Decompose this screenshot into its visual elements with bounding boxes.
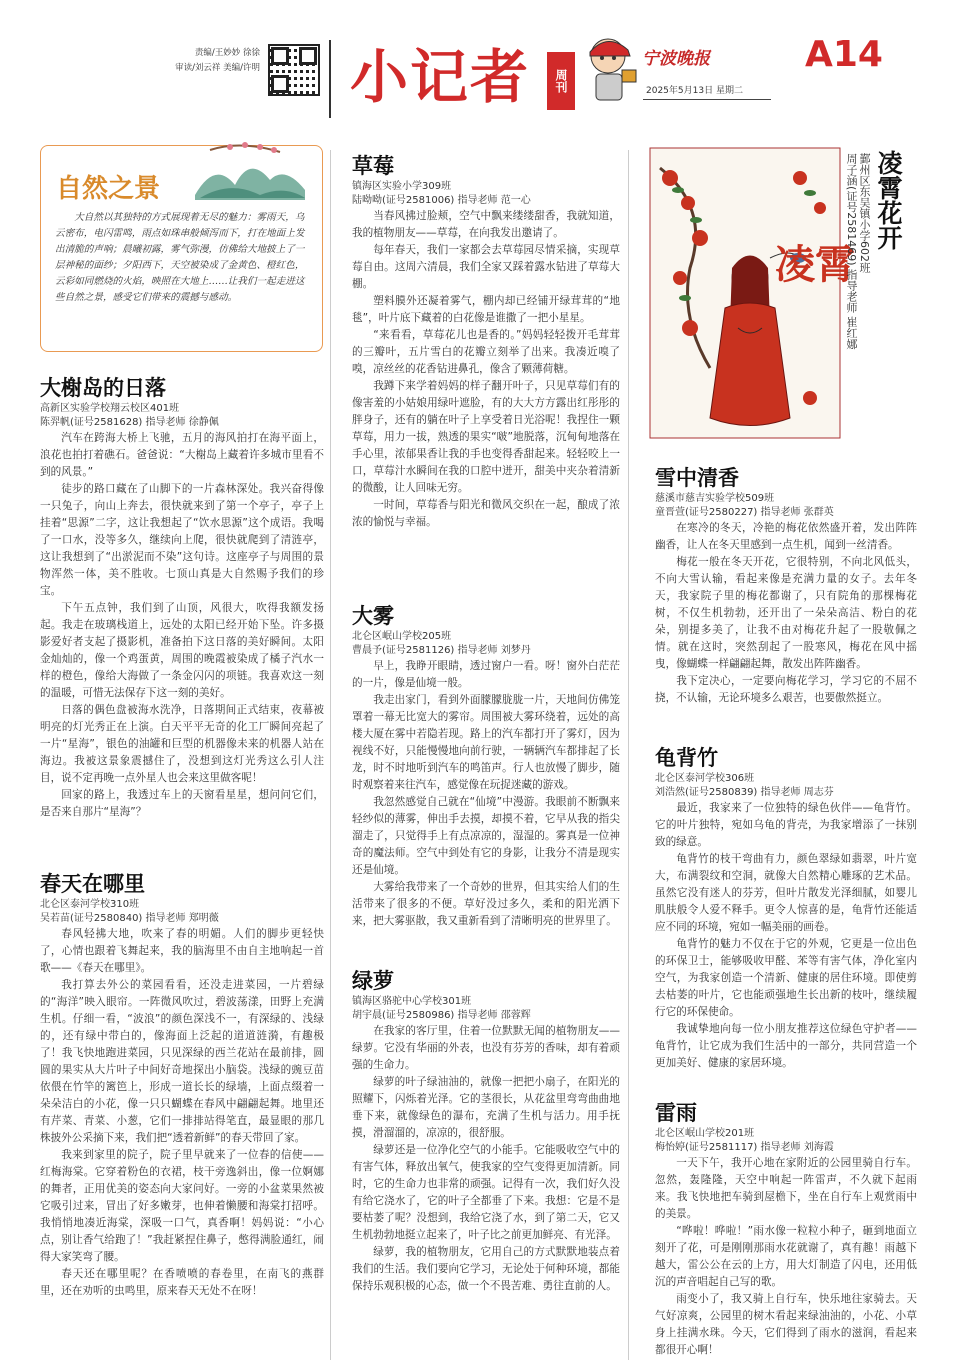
article-author: 童晋萱(证号2580227) 指导老师 张群英 [655,507,834,518]
paragraph: 我下定决心，一定要向梅花学习，学习它的不屈不挠，不认输，无论环境多么艰苦，也要傲然挺立。 [655,675,917,704]
paragraph: 我蹲下来学着妈妈的样子翻开叶子，只见草莓们有的像害羞的小姑娘用绿叶遮脸，有的大大方方露出红彤彤的胖身子，还有的躺在叶子上享受着日光浴呢！我捏住一颗草莓，用力一拔，熟透的果实“啵”地脱落，沉甸甸地落在手心里，浓郁果香让我的手也变得香甜起来。轻轻咬上一口，草莓汁水瞬间在我的口腔中迸开，甜美中夹杂着清新的微酸，让人回味无穷。 [352,380,620,494]
paragraph: 在寒冷的冬天，冷艳的梅花依然盛开着，发出阵阵幽香，让人在冬天里感到一点生机，闻到一丝清香。 [655,522,917,551]
article-title: 大榭岛的日落 [40,375,166,400]
article-a5 [352,965,620,1295]
paragraph: 我来到家里的院子，院子里早就来了一位春的信使——红梅海棠。它穿着粉色的衣裙，枝干旁逸斜出，像一位婀娜的舞者，正用优美的姿态向大家问好。一旁的小盆菜果然被它吸引过来，冒出了好多嫩芽，也伸着懒腰和海棠打招呼。我悄悄地凑近海棠，深吸一口气，真香啊！妈妈说：“小心点，别让香气给跑了！”我赶紧捏住鼻子，憋得满脸通红，闹得大家笑弯了腰。 [40,1149,324,1263]
paragraph: 一时间，草莓香与阳光和微风交织在一起，酿成了浓浓的愉悦与幸福。 [352,499,620,528]
paragraph: 在我家的客厅里，住着一位默默无闻的植物朋友——绿萝。它没有华丽的外表，也没有芬芳的香味，却有着顽强的生命力。 [352,1025,620,1071]
intro-text: 大自然以其独特的方式展现着无尽的魅力：雾雨天，乌云密布，电闪雷鸣，雨点如珠串般倾泻而下，打在地面上发出清脆的声响；晨曦初露，雾气弥漫，仿佛给大地披上了一层神秘的面纱；夕阳西下，天空被染成了金黄色、橙红色，云彩如同燃烧的火焰，映照在大地上……让我们一起走进这些自然之景，感受它们带来的震撼与感动。 [55,212,305,303]
reporter-mascot-icon [578,30,642,112]
paragraph: 每年春天，我们一家都会去草莓园尽情采摘，实现草莓自由。这周六清晨，我们全家又踩着露水钻进了草莓大棚。 [352,244,620,290]
article-body [352,208,620,531]
paragraph: 最近，我家来了一位独特的绿色伙伴——龟背竹。它的叶片独特，宛如乌龟的背壳，为我家增添了一抹别致的绿意。 [655,802,917,848]
credit-line: 审读/刘云祥 美编/许明 [175,63,260,73]
page-number: A14 [805,34,883,75]
article-school: 慈溪市慈吉实验学校509班 [655,493,775,504]
feature-meta [845,153,871,393]
paragraph: “来看看，草莓花儿也是香的。”妈妈轻轻拨开毛茸茸的三瓣叶，五片雪白的花瓣立刻举了出来。我凑近嗅了嗅，凉丝丝的花香钻进鼻孔，像含了颗薄荷糖。 [352,329,620,375]
article-author: 吴若苗(证号2580840) 指导老师 郑明薇 [40,913,219,924]
article-body [352,658,620,930]
paragraph: 梅花一般在冬天开花，它很特别，不向北风低头，不向大雪认输，看起来像是充满力量的女子。去年冬天，我家院子里的梅花都谢了，只有院角的那棵梅花树，不仅生机勃勃，还开出了一朵朵高洁、粉白的花朵，别提多美了，让我不由对梅花升起了一股敬佩之情。就在这时，突然刮起了一股寒风，梅花在风中摇曳，像蝴蝶一样翩翩起舞，散发出阵阵幽香。 [655,556,917,670]
editor-credits [150,46,260,76]
article-school: 北仑区岷山学校205班 [352,631,452,642]
paragraph: 大雾给我带来了一个奇妙的世界，但其实给人们的生活带来了很多的不便。草好没过多久，柔和的阳光洒下来，把大雾驱散，我又重新看到了清晰明亮的世界里了。 [352,881,620,927]
article-author: 胡宇晨(证号2580986) 指导老师 邵蓉辉 [352,1010,531,1021]
article-school: 镇海区实验小学309班 [352,181,452,192]
article-author: 刘浩然(证号2580839) 指导老师 周志芬 [655,787,834,798]
article-body [40,926,324,1300]
column-divider [330,150,331,1360]
paragraph: 我忽然感觉自己就在“仙境”中漫游。我眼前不断飘来轻纱似的薄雾，伸出手去摸，却摸不着，它早从我的指尖溜走了，只觉得手上有点凉凉的，湿湿的。雾真是一位神奇的魔法师。空气中到处有它的身影，让我分不清是现实还是仙境。 [352,796,620,876]
intro-title: 自然之景 [56,174,161,204]
paragraph: 春天还在哪里呢？在香喷喷的春卷里，在南飞的燕群里，还在劝听的虫鸣里，原来春天无处不在呀！ [40,1268,324,1297]
paragraph: 雨变小了，我又骑上自行车，快乐地往家骑去。天气好凉爽，公园里的树木看起来绿油油的，小花、小草身上挂满水珠。今天，它们得到了雨水的滋润，看起来都很开心啊！ [655,1293,917,1356]
credit-line: 责编/王妙妙 徐徐 [194,48,260,58]
masthead-tag: 周刊 [547,52,575,110]
paragraph: 下午五点钟，我们到了山顶，风很大，吹得我额发扬起。我走在玻璃栈道上，远处的太阳已经开始下坠。许多摄影爱好者支起了摄影机，准备拍下这日落的美好瞬间。太阳金灿灿的，像一个鸡蛋黄，周围的晚霞被染成了橘子汽水一样的橙色，像给大海做了一条金闪闪的项链。我喜欢这一刻的温暖，可惜无法保存下这一刻的美好。 [40,602,324,699]
paragraph: 绿萝还是一位净化空气的小能手。它能吸收空气中的有害气体，释放出氧气，使我家的空气变得更加清新。同时，它的生命力也非常的顽强。记得有一次，我们好久没有给它浇水了，它的叶子全都垂了下来。我想：它是不是要枯萎了呢？没想到，我给它浇了水，到了第二天，它又生机勃勃地挺立起来了，叶子比之前更加鲜亮、有光泽。 [352,1144,620,1241]
paragraph: 当春风拂过脸颊，空气中飘来缕缕甜香，我就知道，我的植物朋友——草莓，在向我发出邀请了。 [352,210,620,239]
article-body [40,430,324,821]
header-divider [329,40,331,118]
landscape-illustration-icon [190,140,310,202]
article-a1 [40,372,324,821]
article-title: 大雾 [352,603,394,628]
article-body [655,520,917,707]
paragraph: 早上，我睁开眼睛，透过窗户一看。呀！窗外白茫茫的一片，像是仙境一般。 [352,660,620,689]
article-body [655,800,917,1072]
article-a8 [655,1097,917,1359]
article-body [655,1155,917,1359]
feature-author: 周子涵(证号2581469) 指导老师 崔红娜 [845,153,858,350]
article-author: 陈羿帆(证号2581628) 指导老师 徐静佩 [40,417,219,428]
article-title: 雪中清香 [655,465,739,490]
art-title-glyph: 凌霄 [775,241,855,288]
masthead-title: 小记者 [350,43,531,111]
column-divider [628,150,629,1360]
paragraph: 龟背竹的枝干弯曲有力，颜色翠绿如翡翠，叶片宽大，布满裂纹和空洞，就像大自然精心雕琢的艺术品。虽然它没有迷人的芬芳，但叶片散发光泽细腻，如婴儿肌肤般令人爱不释手。更令人惊喜的是，龟背竹还能适应不同的环境，宛如一幅美丽的画卷。 [655,853,917,933]
article-title: 春天在哪里 [40,871,145,896]
article-body [352,1023,620,1295]
article-title: 绿萝 [352,968,394,993]
article-school: 北仑区岷山学校201班 [655,1128,755,1139]
article-a3 [352,150,620,531]
paragraph: 一天下午，我开心地在家附近的公园里骑自行车。忽然，轰隆隆，天空中响起一阵雷声，不久就下起雨来。我飞快地把车骑到屋檐下，坐在自行车上观赏雨中的美景。 [655,1157,917,1220]
article-school: 北仑区泰河学校310班 [40,899,140,910]
date-underline [643,99,771,100]
article-a4 [352,600,620,930]
article-school: 镇海区骆驼中心学校301班 [352,996,472,1007]
article-title: 龟背竹 [655,745,718,770]
paragraph: 龟背竹的魅力不仅在于它的外观，它更是一位出色的环保卫士，能够吸收甲醛、苯等有害气体，净化室内空气，为我家创造一个清新、健康的居住环境。即使剪去枯萎的叶片，它也能顽强地生长出新的枝叶，继续履行它的环保使命。 [655,938,917,1018]
feature-school: 鄞州区东吴镇小学602班 [858,153,871,273]
article-author: 陆呦呦(证号2581006) 指导老师 范一心 [352,195,531,206]
paragraph: 我诚挚地向每一位小朋友推荐这位绿色守护者——龟背竹，让它成为我们生活中的一部分，共同营造一个更加美好、健康的家居环境。 [655,1023,917,1069]
paragraph: 日落的偶色盘被海水洗净，日落期间正式结束，夜幕被明亮的灯光秀正在上演。白天平平无奇的化工厂瞬间亮起了一片“星海”，银色的油罐和巨型的机器像未来的机器人站在海边。我被这景象震撼住了，没想到这灯光秀这么引人注目，说不定再晚一点外星人也会来这里做客呢！ [40,704,324,784]
paragraph: 塑料膜外还凝着雾气，棚内却已经铺开绿茸茸的“地毯”，叶片底下藏着的白花像是谁撒了一把小星星。 [352,295,620,324]
paragraph: 春风轻拂大地，吹来了春的明媚。人们的脚步更轻快了，心情也跟着飞舞起来，我的脑海里不由自主地响起一首歌——《春天在哪里》。 [40,928,324,974]
newspaper-name: 宁波晚报 [642,49,710,69]
article-school: 高新区实验学校翔云校区401班 [40,403,180,414]
article-author: 梅怡婷(证号2581117) 指导老师 刘海霞 [655,1142,834,1153]
article-a2 [40,868,324,1300]
feature-title: 凌霄花开 [874,150,903,250]
article-a7 [655,742,917,1072]
article-title: 雷雨 [655,1100,697,1125]
paragraph: 徒步的路口藏在了山脚下的一片森林深处。我兴奋得像一只兔子，向山上奔去，很快就来到了第一个亭子，亭子上挂着“思源”二字，这让我想起了“饮水思源”这个成语。我喝了一口水，没等多久，继续向上爬，很快就爬到了清涟亭，这让我想到了“出淤泥而不染”这句诗。这座亭子与周围的景物浑然一体，美不胜收。七顶山真是大自然赐予我们的珍宝。 [40,483,324,597]
issue-date: 2025年5月13日 星期二 [646,86,743,96]
paragraph: 我打算去外公的菜园看看，还没走进菜园，一片碧绿的“海洋”映入眼帘。一阵微风吹过，碧波荡漾，田野上充满生机。仔细一看，“波浪”的颜色深浅不一，有深绿的、浅绿的，还有绿中带白的，像海面上泛起的道道涟漪，有趣极了！我飞快地跑进菜园，只见深绿的西兰花站在最前排，圆圆的果实从大片叶子中间好奇地探出小脑袋。浅绿的豌豆苗依偎在竹竿的篱笆上，形成一道长长的绿墙，上面点缀着一朵朵洁白的小花，像一只只蝴蝶在春风中翩翩起舞。地里还有芹菜、青菜、小葱，它们一排排站得笔直，最显眼的那几株披外公采摘下来，我们把“透着新鲜”的春天带回了家。 [40,979,324,1144]
paragraph: 回家的路上，我透过车上的天窗看星星，想问问它们，是否来自那片“星海”？ [40,789,324,818]
article-author: 曹晨予(证号2581126) 指导老师 刘梦丹 [352,645,531,656]
qr-code-icon[interactable] [268,44,320,96]
paragraph: “哗啦！哗啦！”雨水像一粒粒小种子，砸到地面立刻开了花，可是刚刚那雨水花就谢了，真有趣！雨越下越大，雷公公在云的上方，用大灯制造了闪电，还用低沉的声音唱起自己写的歌。 [655,1225,917,1288]
paragraph: 绿萝的叶子绿油油的，就像一把把小扇子，在阳光的照耀下，闪烁着光泽。它的茎很长，从花盆里弯弯曲曲地垂下来，就像绿色的瀑布，充满了生机与活力。用手抚摸，滑溜溜的，凉凉的，很舒服。 [352,1076,620,1139]
paragraph: 汽车在跨海大桥上飞驰，五月的海风拍打在海平面上，浪花也拍打着礁石。爸爸说：“大榭岛上藏着许多城市里看不到的风景。” [40,432,324,478]
article-title: 草莓 [352,153,394,178]
paragraph: 我走出家门，看到外面朦朦胧胧一片，天地间仿佛笼罩着一幕无比宽大的雾帘。周围被大雾环绕着，远处的高楼大厦在雾中若隐若现。路上的汽车都打开了雾灯，因为视线不好，只能慢慢地向前行驶，一辆辆汽车都排起了长龙，时不时地听到汽车的鸣笛声。行人也放慢了脚步，随时观察着来往汽车，感觉像在玩捉迷藏的游戏。 [352,694,620,791]
article-a6 [655,462,917,707]
article-school: 北仑区泰河学校306班 [655,773,755,784]
paragraph: 绿萝，我的植物朋友，它用自己的方式默默地装点着我们的生活。我们要向它学习，无论处于何种环境，都能保持乐观积极的心态，做一个不畏苦难、勇往直前的人。 [352,1246,620,1292]
